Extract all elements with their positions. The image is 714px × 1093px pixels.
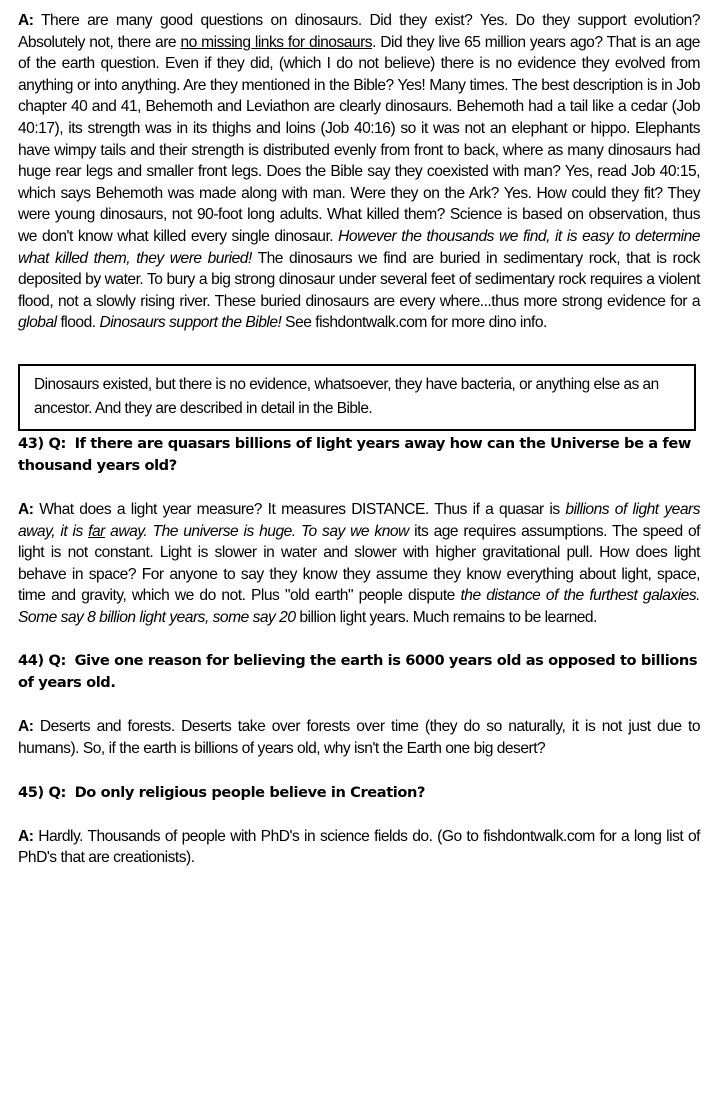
answer-label: A: (18, 500, 34, 518)
callout-text: Dinosaurs existed, but there is no evidence, whatsoever, they have bacteria, or anything else as an ancestor. And they are described in detail in the Bible. (34, 375, 659, 417)
answer-text-italic: away. The universe is huge. (104, 522, 296, 540)
question-text: Do only religious people believe in Creation? (74, 783, 426, 801)
answer-text: The dinosaurs we find are buried in sedimentary rock, that is rock deposited by water. To bury a big strong dinosaur under several feet of sedimentary rock requires a violent flood, not a slowly rising river. These buried dinosaurs are every where...thus more strong evidence for a (18, 249, 700, 310)
missing-links-link[interactable]: no missing links for dinosaurs (180, 33, 373, 51)
answer-42 (18, 10, 700, 334)
answer-text: flood. (56, 314, 100, 332)
question-45 (18, 782, 700, 804)
answer-text-italic: Dinosaurs support the Bible! (99, 314, 282, 332)
question-text: Give one reason for believing the earth is 6000 years old as opposed to billions of years old. (18, 652, 698, 692)
answer-label: A: (18, 718, 34, 736)
question-44 (18, 650, 700, 694)
question-number: 44) Q: (18, 652, 66, 670)
answer-label: A: (18, 12, 34, 29)
question-number: 43) Q: (18, 434, 66, 452)
answer-text: See fishdontwalk.com for more dino info. (281, 314, 547, 332)
answer-text-italic: global (18, 314, 57, 332)
answer-43 (18, 499, 700, 629)
question-text: If there are quasars billions of light years away how can the Universe be a few thousand years old? (18, 434, 691, 474)
answer-label: A: (18, 827, 34, 845)
callout-box (18, 364, 696, 431)
answer-text: What does a light year measure? It measures DISTANCE. Thus if a quasar is (33, 500, 566, 518)
answer-44 (18, 716, 700, 759)
answer-text: . Did they live 65 million years ago? That is an age of the earth question. Even if they did, (which I do not believe) there is no evidence they evolved from anything or into anything. Are they mentioned in the Bible? Yes! Many times. The best description is in Job chapter 40 and 41, Behemoth and Leviathon are clearly dinosaurs. Behemoth had a tail like a cedar (Job 40:17), its strength was in its thighs and loins (Job 40:16) so it was not an elephant or hippo. Elephants have wimpy tails and their strength is distributed evenly from front to back, where as many dinosaurs had huge rear legs and smaller front legs. Does the Bible say they coexisted with man? Yes, read Job 40:15, which says Behemoth was made along with man. Were they on the Ark? Yes. How could they fit? They were young dinosaurs, not 90-foot long adults. What killed them? Science is based on observation, thus we don't know what killed every single dinosaur. (18, 33, 700, 245)
answer-text: Hardly. Thousands of people with PhD's in science fields do. (Go to fishdontwalk.com for a long list of PhD's that are creationists). (18, 827, 700, 867)
answer-text-italic-underline: far (88, 522, 105, 540)
answer-text: Deserts and forests. Deserts take over forests over time (they do so naturally, it is not just due to humans). So, if the earth is billions of years old, why isn't the Earth one big desert? (18, 718, 700, 758)
answer-45 (18, 826, 700, 869)
answer-text-italic: billions of light years away, it is (18, 500, 700, 540)
question-number: 45) Q: (18, 783, 66, 801)
answer-text-italic: the distance of the furthest galaxies. Some say 8 billion light years, some say 20 (18, 587, 700, 626)
answer-text: There are many good questions on dinosaurs. Did they exist? Yes. Do they support evolution? Absolutely not, there are (18, 12, 700, 51)
question-43 (18, 433, 700, 477)
answer-text-italic: To say we know (300, 522, 409, 540)
answer-text: its age requires assumptions. The speed of light is not constant. Light is slower in water and slower with higher gravitational pull. How does light behave in space? For anyone to say they know they assume they know everything about light, space, time and gravity, which we do not. Plus "old earth" people dispute (18, 522, 701, 605)
answer-text-italic: However the thousands we find, it is easy to determine what killed them, they were buried! (18, 227, 700, 267)
answer-text: billion light years. Much remains to be learned. (295, 608, 597, 626)
document-page (18, 10, 700, 869)
